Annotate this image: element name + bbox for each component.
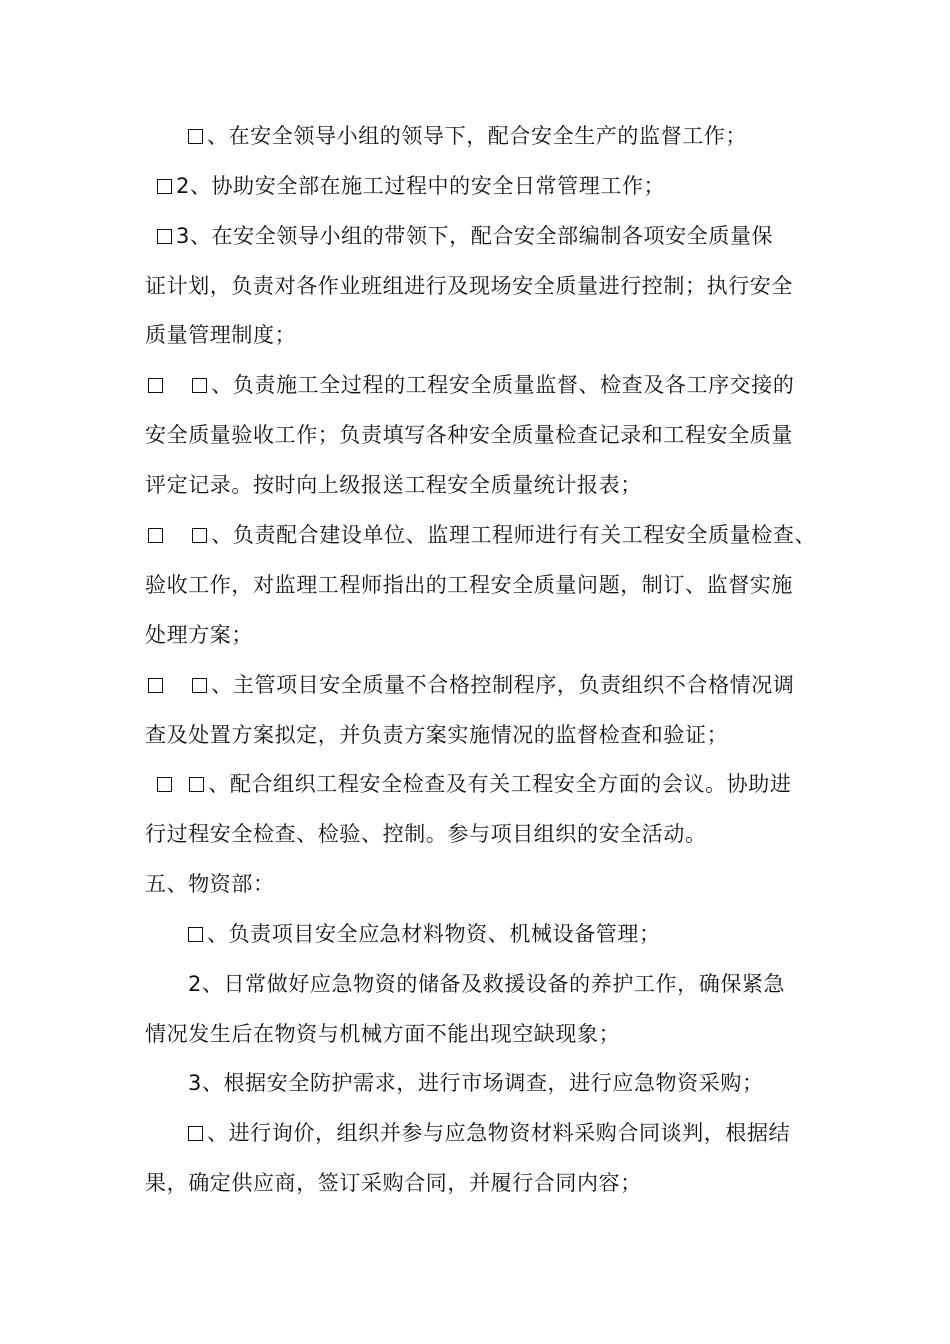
checkbox-icon: [148, 528, 163, 543]
text-line: 、进行询价，组织并参与应急物资材料采购合同谈判，根据结: [188, 1118, 790, 1148]
checkbox-icon: [192, 528, 207, 543]
text-line: 、负责施工全过程的工程安全质量监督、检查及各工序交接的: [148, 370, 794, 400]
checkbox-icon: [148, 678, 163, 693]
text-line: 2、协助安全部在施工过程中的安全日常管理工作；: [157, 171, 665, 201]
text-line: 、在安全领导小组的领导下，配合安全生产的监督工作；: [188, 121, 747, 151]
checkbox-icon: [157, 229, 172, 244]
checkbox-icon: [189, 777, 204, 792]
checkbox-icon: [192, 378, 207, 393]
text-line: 查及处置方案拟定，并负责方案实施情况的监督检查和验证；: [145, 723, 729, 747]
checkbox-icon: [188, 1126, 203, 1141]
text-line: 行过程安全检查、检验、控制。参与项目组织的安全活动。: [145, 822, 707, 846]
text-line: 、主管项目安全质量不合格控制程序，负责组织不合格情况调: [148, 670, 794, 700]
checkbox-icon: [192, 678, 207, 693]
text-line: 安全质量验收工作；负责填写各种安全质量检查记录和工程安全质量: [145, 423, 793, 447]
section-heading: 五、物资部：: [145, 872, 275, 896]
text-line: 质量管理制度；: [145, 323, 297, 347]
text-line: 证计划，负责对各作业班组进行及现场安全质量进行控制；执行安全: [145, 274, 793, 298]
text-line: 情况发生后在物资与机械方面不能出现空缺现象；: [145, 1022, 621, 1046]
text-line: 2、日常做好应急物资的储备及救援设备的养护工作，确保紧急: [188, 972, 786, 996]
text-line: 评定记录。按时向上级报送工程安全质量统计报表；: [145, 473, 642, 497]
text-line: 3、根据安全防护需求，进行市场调查，进行应急物资采购；: [188, 1071, 764, 1095]
checkbox-icon: [148, 378, 163, 393]
text-line: 验收工作，对监理工程师指出的工程安全质量问题，制订、监督实施: [145, 573, 793, 597]
checkbox-icon: [188, 129, 203, 144]
text-line: 3、在安全领导小组的带领下，配合安全部编制各项安全质量保: [157, 221, 773, 251]
checkbox-icon: [188, 927, 203, 942]
checkbox-icon: [157, 179, 172, 194]
checkbox-icon: [157, 777, 172, 792]
text-line: 、负责项目安全应急材料物资、机械设备管理；: [188, 919, 661, 949]
text-line: 、负责配合建设单位、监理工程师进行有关工程安全质量检查、: [148, 520, 816, 550]
text-line: 处理方案；: [145, 623, 253, 647]
text-line: 果，确定供应商，签订采购合同，并履行合同内容；: [145, 1171, 642, 1195]
text-line: 、配合组织工程安全检查及有关工程安全方面的会议。协助进: [157, 769, 791, 799]
